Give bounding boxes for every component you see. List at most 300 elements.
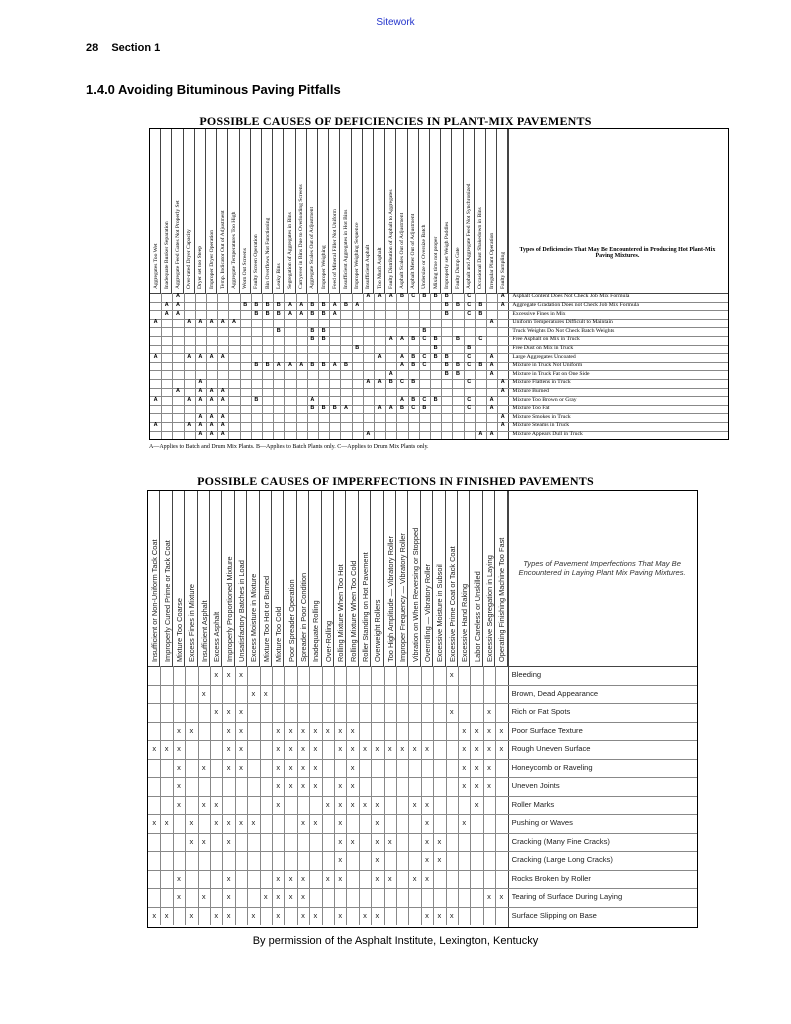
column-gridline xyxy=(363,293,364,439)
cell-mark: A xyxy=(175,387,180,394)
cell-mark: A xyxy=(153,353,158,360)
column-header-label: Spreader in Poor Condition xyxy=(298,572,308,662)
column-header-label: Labor Careless or Unskilled xyxy=(472,571,482,662)
cell-mark: B xyxy=(444,362,449,369)
cell-mark: A xyxy=(489,430,494,437)
row-label: Brown, Dead Appearance xyxy=(511,688,599,698)
cell-mark: x xyxy=(251,818,256,828)
column-header xyxy=(430,129,441,293)
cell-mark: x xyxy=(251,910,256,920)
column-gridline xyxy=(385,293,386,439)
cell-mark: x xyxy=(375,873,380,883)
cell-mark: B xyxy=(321,310,326,317)
row-divider xyxy=(148,907,697,908)
cell-mark: B xyxy=(399,293,404,300)
cell-mark: C xyxy=(467,379,472,386)
cell-mark: A xyxy=(500,413,505,420)
cell-mark: x xyxy=(201,688,206,698)
row-label: Surface Slipping on Base xyxy=(511,910,597,920)
cell-mark: x xyxy=(499,744,504,754)
cell-mark: B xyxy=(388,379,393,386)
cell-mark: x xyxy=(474,781,479,791)
column-header xyxy=(475,129,486,293)
cell-mark: B xyxy=(265,310,270,317)
cell-mark: x xyxy=(425,910,429,920)
cell-mark: B xyxy=(355,344,360,351)
column-header-label: Aggregate Scales Out of Adjustment xyxy=(309,206,316,289)
header-link[interactable]: Sitework xyxy=(376,17,415,28)
row-divider xyxy=(148,759,697,760)
cell-mark: B xyxy=(310,327,315,334)
cell-mark: A xyxy=(388,293,393,300)
column-header-label: Faulty Distribution of Asphalt to Aggregates xyxy=(387,189,394,289)
cell-mark: C xyxy=(422,396,427,403)
cell-mark: B xyxy=(310,310,315,317)
cell-mark: x xyxy=(276,762,281,772)
cell-mark: x xyxy=(301,818,305,828)
cell-mark: x xyxy=(201,892,206,902)
cell-mark: B xyxy=(444,370,449,377)
cell-mark: B xyxy=(276,301,281,308)
cell-mark: B xyxy=(276,327,281,334)
cell-mark: B xyxy=(399,405,404,412)
column-header-label: Vibration on When Reversing or Stopped xyxy=(410,527,420,662)
cell-mark: x xyxy=(387,744,392,754)
cell-mark: x xyxy=(462,762,467,772)
cell-mark: x xyxy=(338,744,343,754)
column-header xyxy=(384,491,396,666)
column-header xyxy=(363,129,374,293)
cell-mark: x xyxy=(412,873,417,883)
cell-mark: x xyxy=(201,836,206,846)
cell-mark: x xyxy=(152,744,157,754)
cell-mark: C xyxy=(467,310,472,317)
cell-mark: x xyxy=(226,873,231,883)
cell-mark: x xyxy=(487,892,491,902)
row-label: Mixture Flattens in Truck xyxy=(512,379,571,386)
cell-mark: A xyxy=(489,353,494,360)
column-header xyxy=(352,129,363,293)
column-header xyxy=(464,129,475,293)
cell-mark: A xyxy=(489,396,494,403)
cell-mark: B xyxy=(332,405,337,412)
cell-mark: x xyxy=(338,836,343,846)
cell-mark: A xyxy=(153,422,158,429)
column-header xyxy=(247,491,259,666)
cell-mark: x xyxy=(487,725,491,735)
column-header xyxy=(497,129,508,293)
row-divider xyxy=(148,740,697,741)
cell-mark: A xyxy=(500,379,505,386)
cell-mark: C xyxy=(422,353,427,360)
column-header-label: Improper Weighing Sequence xyxy=(354,222,361,289)
row-divider xyxy=(148,703,697,704)
column-header xyxy=(297,491,309,666)
cell-mark: x xyxy=(189,818,194,828)
column-header-label: Insufficient Asphalt xyxy=(365,244,372,289)
row-label: Rich or Fat Spots xyxy=(511,707,571,717)
cell-mark: x xyxy=(164,910,169,920)
column-header xyxy=(195,129,206,293)
cell-mark: B xyxy=(455,336,460,343)
cell-mark: A xyxy=(198,413,203,420)
cell-mark: A xyxy=(164,301,169,308)
row-label: Uniform Temperatures Difficult to Maintain xyxy=(512,319,613,326)
column-header xyxy=(396,129,407,293)
row-label: Mixture Smokes in Truck xyxy=(512,413,571,420)
row-divider xyxy=(148,796,697,797)
cell-mark: x xyxy=(474,744,479,754)
cell-mark: x xyxy=(363,910,367,920)
cell-mark: A xyxy=(287,301,292,308)
cell-mark: A xyxy=(153,396,158,403)
cell-mark: C xyxy=(411,293,416,300)
cell-mark: A xyxy=(198,396,203,403)
cell-mark: x xyxy=(288,725,293,735)
column-header-label: Segregation of Aggregates in Bins xyxy=(286,212,293,289)
cell-mark: A xyxy=(164,310,169,317)
cell-mark: B xyxy=(411,379,416,386)
cell-mark: x xyxy=(338,781,343,791)
column-header-label: Over-rated Dryer Capacity xyxy=(186,229,193,289)
row-label: Mixture in Truck Fat on One Side xyxy=(512,370,590,377)
cell-mark: C xyxy=(467,353,472,360)
cell-mark: B xyxy=(478,362,483,369)
cell-mark: x xyxy=(487,762,491,772)
cell-mark: B xyxy=(455,301,460,308)
cell-mark: x xyxy=(301,892,305,902)
column-header-label: Occasional Dust Shakedown in Bins xyxy=(477,207,484,289)
cell-mark: A xyxy=(310,396,315,403)
column-header xyxy=(296,129,307,293)
column-header-label: Rolling Mixture When Too Cold xyxy=(348,560,358,662)
column-header xyxy=(260,491,272,666)
column-header-label: Excess Asphalt xyxy=(212,611,222,662)
column-header xyxy=(148,491,160,666)
cell-mark: B xyxy=(422,293,427,300)
cell-mark: x xyxy=(177,781,181,791)
cell-mark: B xyxy=(321,336,326,343)
cell-mark: B xyxy=(433,336,438,343)
row-label: Roller Marks xyxy=(511,799,555,809)
cell-mark: B xyxy=(478,301,483,308)
column-header-label: Over-Rolling xyxy=(323,620,333,662)
cell-mark: B xyxy=(444,293,449,300)
cell-mark: x xyxy=(239,762,243,772)
label-divider xyxy=(508,491,509,927)
cell-mark: x xyxy=(226,762,231,772)
cell-mark: x xyxy=(462,744,467,754)
cell-mark: A xyxy=(388,370,393,377)
cell-mark: x xyxy=(375,818,380,828)
cell-mark: x xyxy=(375,744,380,754)
cell-mark: B xyxy=(422,327,427,334)
cell-mark: x xyxy=(226,707,231,717)
cell-mark: A xyxy=(175,301,180,308)
cell-mark: A xyxy=(500,387,505,394)
column-header-label: Asphalt Meter Out of Adjustment xyxy=(410,213,417,289)
cell-mark: x xyxy=(177,762,181,772)
cell-mark: B xyxy=(433,293,438,300)
cell-mark: x xyxy=(474,762,479,772)
column-header xyxy=(446,491,458,666)
column-header xyxy=(452,129,463,293)
cell-mark: x xyxy=(325,799,330,809)
cell-mark: A xyxy=(231,319,236,326)
row-label: Cracking (Many Fine Cracks) xyxy=(511,836,610,846)
cell-mark: x xyxy=(425,855,429,865)
column-header-label: Faulty Sampling xyxy=(499,251,506,289)
row-label: Pushing or Waves xyxy=(511,818,573,828)
cell-mark: A xyxy=(299,362,304,369)
column-gridline xyxy=(430,293,431,439)
column-header xyxy=(235,491,247,666)
column-gridline xyxy=(184,293,185,439)
cell-mark: A xyxy=(489,362,494,369)
column-header-label: Rolling Mixture When Too Hot xyxy=(336,564,346,662)
column-header xyxy=(396,491,408,666)
row-divider xyxy=(148,814,697,815)
row-label: Truck Weights Do Not Check Batch Weights xyxy=(512,327,615,334)
cell-mark: x xyxy=(226,836,231,846)
column-header-label: Excessive Segregation in Laying xyxy=(484,555,494,662)
cell-mark: x xyxy=(487,707,491,717)
row-label: Mixture Burned xyxy=(512,387,549,394)
cell-mark: x xyxy=(226,910,231,920)
cell-mark: x xyxy=(276,744,281,754)
column-header xyxy=(419,129,430,293)
column-header xyxy=(334,491,346,666)
cell-mark: A xyxy=(175,310,180,317)
column-gridline xyxy=(240,293,241,439)
side-heading: Types of Pavement Imperfections That May Be Encountered in Laying Plant Mix Paving Mixtures. xyxy=(518,559,686,577)
cell-mark: x xyxy=(276,781,281,791)
row-label: Free Asphalt on Mix in Truck xyxy=(512,336,580,343)
side-heading: Types of Deficiencies That May Be Encountered in Producing Hot Plant-Mix Paving Mixtures. xyxy=(519,247,716,259)
cell-mark: x xyxy=(462,781,467,791)
cell-mark: C xyxy=(478,336,483,343)
cell-mark: A xyxy=(220,319,225,326)
column-header xyxy=(346,491,358,666)
column-header-label: Carryover in Bins Due to Overloading Screens xyxy=(298,184,305,289)
row-label: Poor Surface Texture xyxy=(511,725,583,735)
column-header xyxy=(198,491,210,666)
column-header-label: Irregular Plant Operation xyxy=(488,232,495,289)
column-header xyxy=(161,129,172,293)
cell-mark: B xyxy=(343,301,348,308)
cell-mark: A xyxy=(198,387,203,394)
column-header-label: Mixture Too Coarse xyxy=(174,598,184,662)
row-label: Free Dust on Mix in Truck xyxy=(512,344,574,351)
deficiencies-footnote: A—Applies to Batch and Drum Mix Plants. B—Applies to Batch Plants only. C—Applies to Drum Mix Plants only. xyxy=(149,444,429,450)
cell-mark: A xyxy=(332,301,337,308)
column-header xyxy=(172,129,183,293)
cell-mark: B xyxy=(254,301,259,308)
row-divider xyxy=(148,851,697,852)
column-header xyxy=(329,129,340,293)
cell-mark: A xyxy=(220,353,225,360)
column-header-label: Excessive Prime Coat or Tack Coat xyxy=(447,546,457,662)
cell-mark: C xyxy=(422,362,427,369)
column-header-label: Aggregate Feed Gates Not Properly Set xyxy=(174,200,181,289)
column-header-label: Excess Moisture in Mixture xyxy=(249,573,259,662)
cell-mark: x xyxy=(239,818,243,828)
cell-mark: x xyxy=(487,744,491,754)
imperfections-table-title: POSSIBLE CAUSES OF IMPERFECTIONS IN FINISHED PAVEMENTS xyxy=(197,474,594,488)
cell-mark: x xyxy=(375,799,380,809)
column-header xyxy=(240,129,251,293)
column-header-label: Aggregates Too Wet xyxy=(152,243,159,289)
cell-mark: C xyxy=(467,405,472,412)
cell-mark: A xyxy=(198,379,203,386)
cell-mark: C xyxy=(467,301,472,308)
cell-mark: x xyxy=(288,762,293,772)
cell-mark: B xyxy=(310,405,315,412)
section-label: Section 1 xyxy=(111,42,161,54)
cell-mark: A xyxy=(276,362,281,369)
cell-mark: x xyxy=(363,799,367,809)
cell-mark: x xyxy=(313,725,318,735)
cell-mark: x xyxy=(288,744,293,754)
cell-mark: x xyxy=(462,818,467,828)
cell-mark: x xyxy=(499,892,504,902)
column-header-label: Mixture Too Hot or Burned xyxy=(261,575,271,662)
column-header-label: Improper Frequency — Vibratory Roller xyxy=(398,533,408,662)
column-header-label: Asphalt Scales Out of Adjustment xyxy=(398,212,405,289)
cell-mark: x xyxy=(177,799,181,809)
row-divider xyxy=(148,870,697,871)
cell-mark: x xyxy=(239,744,243,754)
cell-mark: x xyxy=(412,744,417,754)
column-header xyxy=(385,129,396,293)
column-header-label: Insufficient Asphalt xyxy=(199,600,209,662)
column-header xyxy=(272,491,284,666)
cell-mark: x xyxy=(177,725,181,735)
cell-mark: B xyxy=(422,405,427,412)
cell-mark: A xyxy=(332,310,337,317)
cell-mark: A xyxy=(399,336,404,343)
cell-mark: B xyxy=(433,396,438,403)
cell-mark: B xyxy=(478,310,483,317)
cell-mark: B xyxy=(455,362,460,369)
cell-mark: A xyxy=(209,413,214,420)
cell-mark: A xyxy=(489,405,494,412)
column-gridline xyxy=(374,293,375,439)
column-header xyxy=(318,129,329,293)
row-divider xyxy=(148,888,697,889)
cell-mark: x xyxy=(325,873,330,883)
cell-mark: A xyxy=(220,396,225,403)
cell-mark: A xyxy=(343,405,348,412)
cell-mark: x xyxy=(437,910,442,920)
row-label: Aggregate Gradation Does not Check Job Mix Formula xyxy=(512,301,639,308)
cell-mark: B xyxy=(265,301,270,308)
row-label: Cracking (Large Long Cracks) xyxy=(511,855,613,865)
row-divider xyxy=(148,722,697,723)
row-label: Excessive Fines in Mix xyxy=(512,310,566,317)
cell-mark: A xyxy=(366,293,371,300)
column-header-label: Improperly set Weigh Paddles xyxy=(443,221,450,289)
cell-mark: x xyxy=(288,781,293,791)
column-gridline xyxy=(228,293,229,439)
cell-mark: x xyxy=(214,670,219,680)
cell-mark: x xyxy=(350,744,355,754)
cell-mark: x xyxy=(350,799,355,809)
cell-mark: x xyxy=(189,725,194,735)
cell-mark: x xyxy=(338,799,343,809)
cell-mark: A xyxy=(209,422,214,429)
cell-mark: x xyxy=(239,707,243,717)
header-divider xyxy=(148,666,697,667)
cell-mark: A xyxy=(287,310,292,317)
cell-mark: x xyxy=(363,744,367,754)
column-header-label: Mixture Too Cold xyxy=(274,606,284,662)
cell-mark: x xyxy=(226,725,231,735)
cell-mark: x xyxy=(499,725,504,735)
cell-mark: x xyxy=(425,873,429,883)
cell-mark: x xyxy=(301,725,305,735)
cell-mark: A xyxy=(377,353,382,360)
cell-mark: B xyxy=(411,336,416,343)
cell-mark: A xyxy=(220,387,225,394)
cell-mark: x xyxy=(338,818,343,828)
column-header xyxy=(307,129,318,293)
column-header xyxy=(441,129,452,293)
column-header-label: Overrolling — Vibratory Roller xyxy=(422,563,432,662)
cell-mark: x xyxy=(276,873,281,883)
cell-mark: x xyxy=(177,873,181,883)
row-divider xyxy=(148,685,697,686)
row-label: Large Aggregates Uncoated xyxy=(512,353,576,360)
cell-mark: A xyxy=(500,301,505,308)
cell-mark: x xyxy=(189,836,194,846)
cell-mark: x xyxy=(201,799,206,809)
credit-line: By permission of the Asphalt Institute, Lexington, Kentucky xyxy=(252,935,539,947)
column-header xyxy=(371,491,383,666)
column-header xyxy=(408,129,419,293)
label-divider xyxy=(508,129,509,439)
cell-mark: B xyxy=(411,396,416,403)
cell-mark: B xyxy=(321,405,326,412)
cell-mark: x xyxy=(425,744,429,754)
cell-mark: x xyxy=(338,725,343,735)
row-label: Mixture Too Brown or Gray xyxy=(512,396,577,403)
cell-mark: x xyxy=(474,725,479,735)
cell-mark: A xyxy=(187,319,192,326)
cell-mark: A xyxy=(332,362,337,369)
cell-mark: A xyxy=(388,336,393,343)
cell-mark: x xyxy=(313,818,318,828)
column-header-label: Faulty Screen Operation xyxy=(253,234,260,289)
cell-mark: x xyxy=(375,836,380,846)
column-header xyxy=(408,491,420,666)
column-header-label: Excess Fines in Mixture xyxy=(187,583,197,662)
cell-mark: x xyxy=(375,855,380,865)
cell-mark: A xyxy=(399,396,404,403)
cell-mark: x xyxy=(152,910,157,920)
cell-mark: A xyxy=(377,405,382,412)
column-header-label: Improper Weighing xyxy=(320,245,327,289)
cell-mark: A xyxy=(187,396,192,403)
column-header-label: Leaky Bins xyxy=(275,263,282,289)
column-header xyxy=(374,129,385,293)
cell-mark: x xyxy=(189,910,194,920)
cell-mark: x xyxy=(425,818,429,828)
column-header-label: Mixing time not proper xyxy=(432,236,439,289)
cell-mark: B xyxy=(444,301,449,308)
column-header-label: Worn Out Screens xyxy=(242,248,249,289)
cell-mark: x xyxy=(425,836,429,846)
